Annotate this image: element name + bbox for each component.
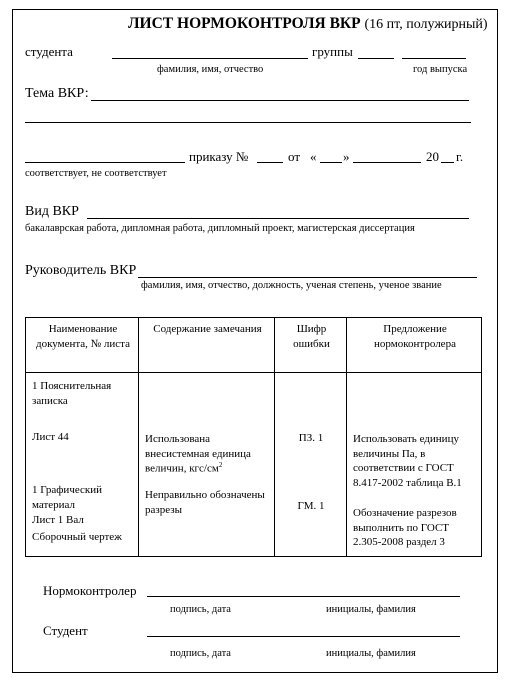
controller-label: Нормоконтролер [43,583,137,598]
proposal-2: Обозначение разрезов выполнить по ГОСТ 2.305-2008 раздел 3 [353,507,457,549]
caption-supervisor: фамилия, имя, отчество, должность, ученая степень, ученое звание [141,280,442,291]
supervisor-label: Руководитель ВКР [25,263,137,278]
caption-student-initials: инициалы, фамилия [326,648,416,659]
cell-document [26,373,139,557]
title-note: (16 пт, полужирный) [364,17,488,32]
order-from-label: от [288,149,301,164]
remark-1-text: Использована внесистемная единица величин, кгс/см [145,433,251,475]
group-label: группы [312,44,353,59]
form-title [128,15,488,33]
controller-signature-line[interactable] [147,596,460,597]
remarks-table [25,317,482,557]
table-header-row [26,318,482,373]
header-error-code: Шифр ошибки [275,318,347,373]
remark-2: Неправильно обозначены разрезы [145,489,265,516]
topic-label: Тема ВКР: [25,86,89,101]
cell-remark [139,373,275,557]
remark-1 [145,432,269,476]
order-prefix: приказу № [189,149,249,164]
group-line[interactable] [358,58,394,59]
doc-sheet-1-shaft: Лист 1 Вал [32,514,84,526]
order-month-line[interactable] [353,162,421,163]
order-year-line[interactable] [441,162,454,163]
title-main: ЛИСТ НОРМОКОНТРОЛЯ ВКР [128,15,361,32]
order-open-quote: « [310,149,317,164]
doc-graphic-material: 1 Графический материал [32,484,103,511]
kind-line[interactable] [87,218,469,219]
caption-graduation-year: год выпуска [413,64,468,75]
header-proposal: Предложение нормоконтролера [347,318,482,373]
caption-kind: бакалаврская работа, дипломная работа, дипломный проект, магистерская диссертация [25,223,415,234]
caption-controller-name: инициалы, фамилия [326,604,416,615]
topic-line-1[interactable] [91,100,469,101]
kind-label: Вид ВКР [25,204,79,219]
year-line[interactable] [402,58,466,59]
header-document: Наименование документа, № листа [26,318,139,373]
remark-1-superscript: 2 [218,461,223,470]
doc-explanatory-note: 1 Пояснительная записка [32,380,112,407]
caption-student-sign: подпись, дата [170,648,231,659]
caption-student-name: фамилия, имя, отчество [157,64,264,75]
proposal-1: Использовать единицу величины Па, в соответствии с ГОСТ 8.417-2002 таблица В.1 [353,433,462,489]
order-number-line[interactable] [257,162,283,163]
student-signature-line[interactable] [147,636,460,637]
doc-sheet-44: Лист 44 [32,431,69,443]
error-code-1: ПЗ. 1 [298,432,324,444]
header-remark: Содержание замечания [139,318,275,373]
order-year-prefix: 20 [426,149,439,164]
error-code-2: ГМ. 1 [297,500,325,512]
caption-controller-sign: подпись, дата [170,604,231,615]
doc-assembly-drawing: Сборочный чертеж [32,531,122,543]
order-day-line[interactable] [320,162,342,163]
cell-error-code [275,373,347,557]
supervisor-line[interactable] [138,277,477,278]
student-signature-label: Студент [43,623,88,638]
order-status-line[interactable] [25,162,185,163]
topic-line-2[interactable] [25,122,471,123]
table-row [26,373,482,557]
caption-order-status: соответствует, не соответствует [25,168,167,179]
student-label: студента [25,44,73,59]
student-name-line[interactable] [112,58,308,59]
order-year-suffix: г. [456,149,464,164]
cell-proposal [347,373,482,557]
order-close-quote: » [343,149,350,164]
